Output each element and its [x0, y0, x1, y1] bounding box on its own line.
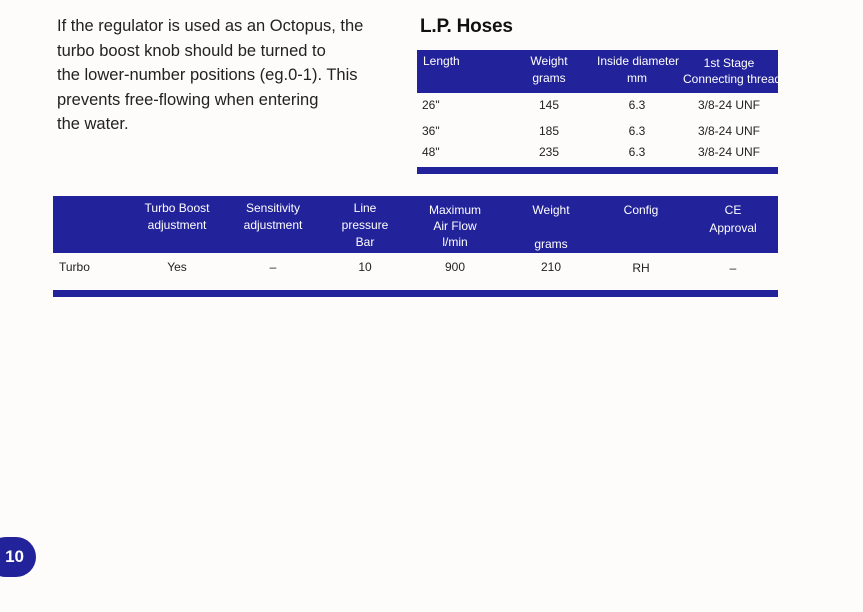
hose-inside: 6.3: [628, 124, 646, 138]
header-weight-unit: grams: [532, 71, 566, 85]
intro-line: If the regulator is used as an Octopus, the: [57, 17, 364, 35]
hose-length: 26": [422, 98, 440, 112]
spec-config: RH: [632, 261, 650, 275]
header-sensitivity-sub: adjustment: [243, 218, 303, 232]
spec-ce-approval: –: [729, 261, 737, 275]
header-length: Length: [423, 54, 460, 68]
header-weight-unit: grams: [534, 237, 568, 251]
header-config: Config: [623, 203, 659, 217]
header-ce-approval: CE: [724, 203, 742, 217]
intro-line: the lower-number positions (eg.0-1). This: [57, 66, 358, 84]
header-weight: Weight: [530, 54, 568, 68]
header-thread: 1st Stage: [703, 56, 755, 70]
intro-line: turbo boost knob should be turned to: [57, 41, 326, 60]
hoses-table-header: [417, 50, 782, 93]
header-inside-diameter: Inside diameter: [597, 54, 680, 68]
hose-thread: 3/8-24 UNF: [697, 145, 761, 159]
hose-inside: 6.3: [628, 145, 646, 159]
spec-line-pressure: 10: [358, 260, 372, 274]
header-inside-diameter-unit: mm: [627, 71, 647, 85]
spec-table: [53, 196, 778, 297]
hose-length: 36": [422, 124, 440, 138]
hose-thread: 3/8-24 UNF: [697, 124, 761, 138]
page-number-badge: 10: [0, 537, 36, 577]
hose-weight: 235: [538, 145, 560, 159]
spec-weight: 210: [540, 260, 562, 274]
header-weight: Weight: [532, 203, 570, 217]
header-max-air-flow: Maximum: [428, 203, 481, 217]
hose-weight: 145: [538, 98, 560, 112]
hose-length: 48": [422, 145, 440, 159]
hoses-table-body: [417, 93, 778, 167]
hoses-table-footer-bar: [417, 167, 778, 174]
header-sensitivity: Sensitivity: [245, 201, 301, 215]
header-turbo-boost-sub: adjustment: [147, 218, 207, 232]
spec-turbo-boost: Yes: [167, 260, 187, 274]
header-max-air-flow-sub: Air Flow: [433, 219, 477, 233]
intro-line: the water.: [57, 115, 129, 133]
intro-line: prevents free-flowing when entering: [57, 90, 319, 109]
spec-table-header: [53, 196, 778, 253]
intro-paragraph: [57, 14, 407, 137]
header-line-pressure: Line: [353, 201, 377, 215]
hoses-title: L.P. Hoses: [420, 16, 513, 37]
header-thread-sub: Connecting thread: [683, 72, 782, 86]
spec-max-air-flow: 900: [444, 260, 466, 274]
hose-thread: 3/8-24 UNF: [697, 98, 761, 112]
header-turbo-boost: Turbo Boost: [144, 201, 210, 215]
header-max-air-flow-unit: l/min: [442, 235, 468, 249]
spec-table-footer-bar: [53, 290, 778, 297]
hose-inside: 6.3: [628, 98, 646, 112]
header-line-pressure-sub: pressure: [341, 218, 389, 232]
hoses-table: [417, 50, 782, 174]
spec-model: Turbo: [59, 260, 90, 274]
spec-sensitivity: –: [269, 260, 277, 274]
header-ce-approval-sub: Approval: [709, 221, 757, 235]
header-line-pressure-unit: Bar: [355, 235, 375, 249]
hose-weight: 185: [538, 124, 560, 138]
spec-table-row: [53, 253, 778, 290]
